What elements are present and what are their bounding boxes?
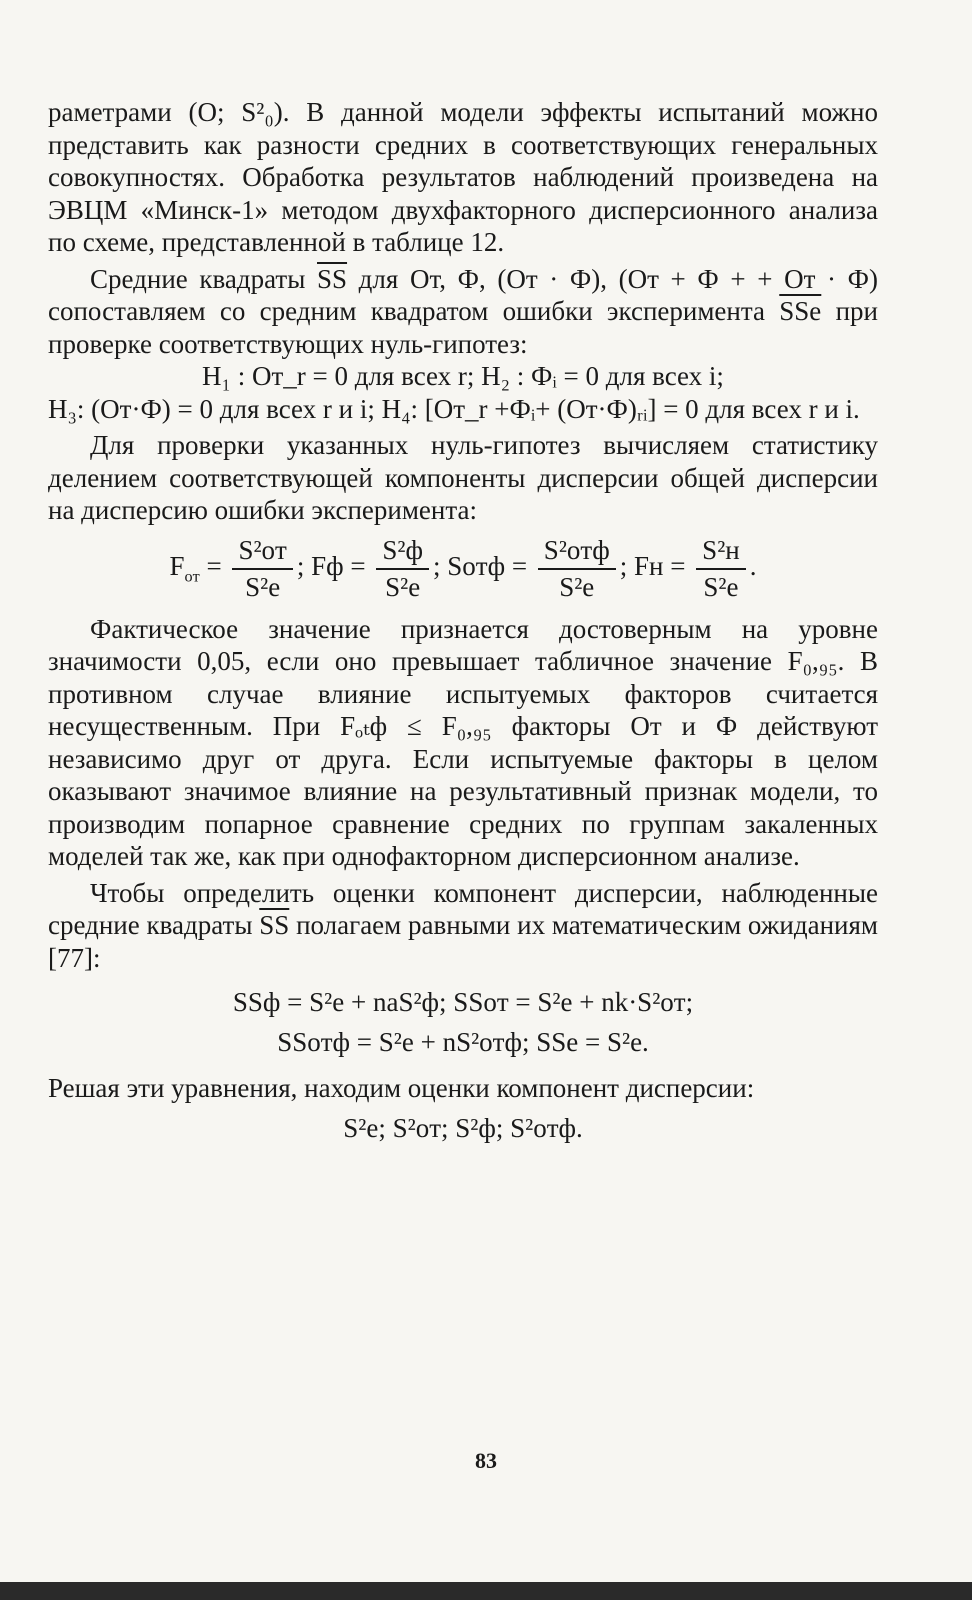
denominator: S²e bbox=[703, 571, 739, 602]
paragraph-5 bbox=[48, 877, 878, 975]
scan-edge bbox=[0, 1582, 972, 1600]
s-otf-label: Soтф bbox=[447, 550, 506, 581]
page-number: 83 bbox=[475, 1448, 497, 1473]
fraction-ot bbox=[232, 535, 292, 603]
numerator: S²ф bbox=[376, 535, 429, 570]
numerator: S²н bbox=[696, 535, 746, 570]
f-statistics-formula: $F_{oт}$ = $\frac{\text{S²oт}}{\text{S²e}}$ ; Fф = $\frac{\text{S²ф}}{\text{S²e}}$ ; Soтф = $\frac{\text{S²oтф}}{\text{S²e}}$ ; Fн = $\frac{\text{S²н}}{\text{S²e}}$ . bbox=[169, 534, 757, 602]
f-n-label: Fн bbox=[633, 550, 664, 581]
hypothesis-line-2: H₃: (Oт·Ф) = 0 для всех r и i; H₄: [Oт_r +Фᵢ+ (Oт·Ф)ᵣᵢ] = 0 для всех r и i. bbox=[48, 393, 860, 424]
page-body bbox=[48, 96, 878, 1154]
f-ot-subscript: oт bbox=[184, 567, 200, 586]
paragraph-1: раметрами (O; S²₀). В данной модели эффекты испытаний можно представить как разности средних в соответствующих генеральных совокупностях. Обработка результатов наблюдений произведена на ЭВЦМ «Минск-1» методом двухфакторного дисперсионного анализа по схеме, представленной в таблице 12. bbox=[48, 97, 878, 257]
text-span: при проверке соответствующих нуль-гипотез: bbox=[48, 296, 878, 359]
ss-symbol: $\overline{SS}$ bbox=[317, 263, 348, 294]
paragraph-4: Фактическое значение признается достоверным на уровне значимости 0,05, если оно превышает табличное значение F₀,₉₅. В противном случае влияние испытуемых факторов считается несущественным. При Fₒₜф ≤ F₀,₉₅ факторы Oт и Ф действуют независимо друг от друга. Если испытуемые факторы в целом оказывают значимое влияние на результативный признак модели, то производим попарное сравнение средних по группам закаленных моделей так же, как при однофакторном дисперсионном анализе. bbox=[48, 613, 878, 871]
ss-symbol: $\overline{SS}$ bbox=[259, 910, 290, 940]
paragraph-3: Для проверки указанных нуль-гипотез вычисляем статистику делением соответствующей компоненты дисперсии общей дисперсии на дисперсию ошибки эксперимента: bbox=[48, 430, 878, 525]
fraction-otf bbox=[538, 535, 616, 603]
paragraph-6: Решая эти уравнения, находим оценки компонент дисперсии: bbox=[48, 1073, 755, 1103]
text-span: полагаем равными их математическим ожиданиям [77]: bbox=[48, 910, 878, 973]
paragraph-2 bbox=[48, 263, 878, 361]
equation-line-1: SSф = S²e + naS²ф; SSoт = S²e + nk·S²oт; bbox=[232, 987, 694, 1017]
text-span: Средние квадраты bbox=[90, 263, 317, 294]
sse-symbol: $\overline{SSe}$ bbox=[779, 296, 822, 326]
denominator: S²e bbox=[559, 571, 595, 602]
text-span: для Oт, Ф, (Oт · Ф), (Oт + Ф + + Oт · Ф) сопоставляем со средним квадратом ошибки эксперимента bbox=[48, 263, 878, 326]
numerator: S²oт bbox=[232, 535, 292, 570]
denominator: S²e bbox=[245, 571, 281, 602]
hypothesis-line-1: H₁ : Oт_r = 0 для всех r; H₂ : Фᵢ = 0 для всех i; bbox=[202, 361, 724, 391]
variance-estimates: S²e; S²oт; S²ф; S²oтф. bbox=[343, 1112, 583, 1143]
f-ot-label: F bbox=[169, 550, 185, 581]
denominator: S²e bbox=[385, 571, 421, 602]
text-span: Чтобы определить оценки компонент дисперсии, наблюденные средние квадраты bbox=[48, 877, 878, 940]
fraction-n bbox=[696, 535, 746, 603]
f-f-label: Fф bbox=[311, 550, 344, 581]
equation-line-2: SSoтф = S²e + nS²oтф; SSe = S²e. bbox=[277, 1027, 649, 1057]
numerator: S²oтф bbox=[538, 535, 616, 570]
expectation-equations bbox=[48, 982, 878, 1062]
fraction-f bbox=[376, 535, 429, 603]
